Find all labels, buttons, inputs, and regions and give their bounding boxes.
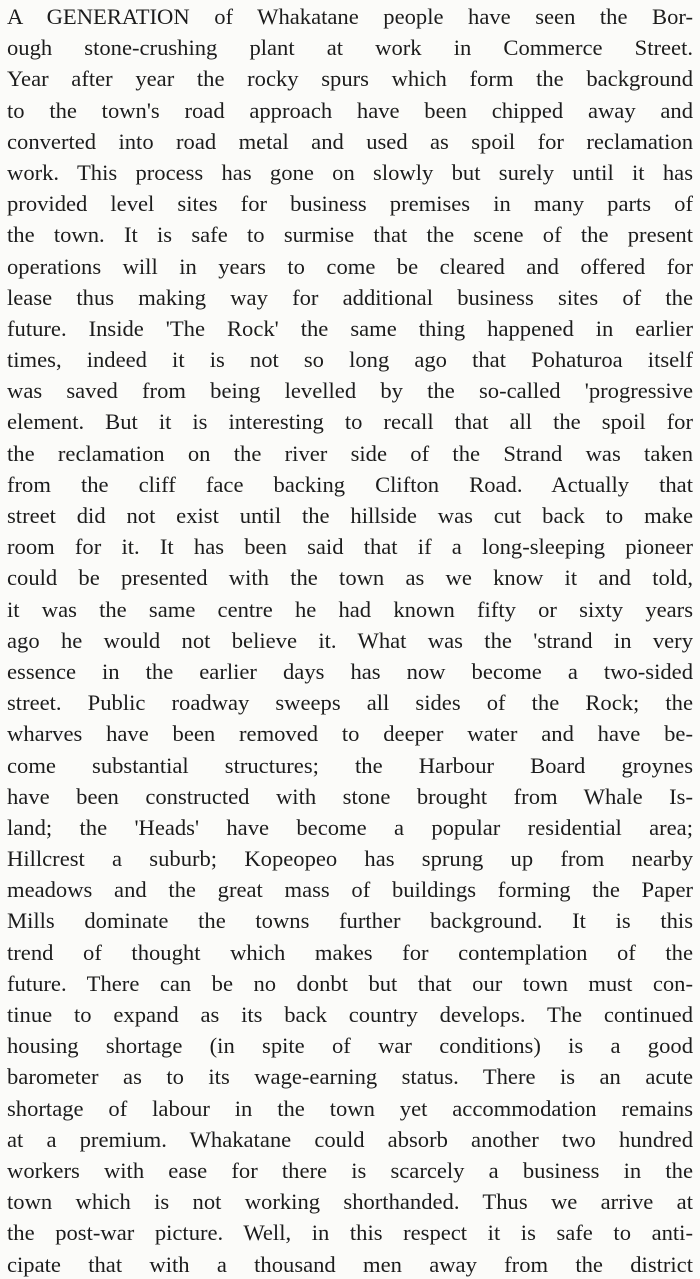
text-line: the reclamation on the river side of the Strand was taken (7, 440, 693, 466)
text-line: street. Public roadway sweeps all sides of the Rock; the (7, 690, 693, 716)
text-line: shortage of labour in the town yet accommodation remains (7, 1095, 693, 1121)
text-line: from the cliff face backing Clifton Road. Actually that (7, 471, 693, 497)
text-line: operations will in years to come be cleared and offered for (7, 253, 693, 279)
text-line: room for it. It has been said that if a long-sleeping pioneer (7, 534, 693, 560)
article-text (7, 1, 693, 1279)
text-line: tinue to expand as its back country develops. The continued (7, 1002, 693, 1027)
text-line: converted into road metal and used as spoil for reclamation (7, 128, 693, 154)
text-line: times, indeed it is not so long ago that Pohaturoa itself (7, 347, 693, 373)
text-line: the town. It is safe to surmise that the scene of the present (7, 222, 693, 248)
text-line: was saved from being levelled by the so-called 'progressive (7, 378, 693, 404)
text-line: workers with ease for there is scarcely a business in the (7, 1157, 693, 1183)
text-line: Hillcrest a suburb; Kopeopeo has sprung up from nearby (7, 846, 693, 872)
text-line: lease thus making way for additional business sites of the (7, 284, 693, 310)
text-line: Mills dominate the towns further background. It is this (7, 908, 693, 934)
text-line: ough stone-crushing plant at work in Commerce Street. (7, 35, 693, 61)
text-line: wharves have been removed to deeper water and have be- (7, 721, 693, 747)
text-line: have been constructed with stone brought from Whale Is- (7, 783, 693, 809)
text-line: barometer as to its wage-earning status. There is an acute (7, 1064, 693, 1090)
text-line: Year after year the rocky spurs which form the background (7, 66, 693, 92)
text-line: work. This process has gone on slowly but surely until it has (7, 159, 693, 185)
text-line: at a premium. Whakatane could absorb another two hundred (7, 1126, 693, 1152)
text-line: provided level sites for business premises in many parts of (7, 191, 693, 217)
text-line: land; the 'Heads' have become a popular residential area; (7, 814, 693, 840)
text-line: come substantial structures; the Harbour Board groynes (7, 752, 693, 778)
text-line: ago he would not believe it. What was the 'strand in very (7, 627, 693, 653)
text-line: future. There can be no donbt but that our town must con- (7, 970, 693, 996)
text-line: cipate that with a thousand men away from the district (7, 1251, 693, 1277)
text-line: town which is not working shorthanded. Thus we arrive at (7, 1189, 693, 1215)
text-line: it was the same centre he had known fifty or sixty years (7, 596, 693, 622)
text-line: trend of thought which makes for contemplation of the (7, 939, 693, 965)
text-line: housing shortage (in spite of war conditions) is a good (7, 1033, 693, 1059)
text-line: street did not exist until the hillside was cut back to make (7, 503, 693, 528)
text-line: element. But it is interesting to recall that all the spoil for (7, 409, 693, 435)
text-line: essence in the earlier days has now become a two-sided (7, 658, 693, 684)
text-line: to the town's road approach have been chipped away and (7, 97, 693, 123)
text-line: A GENERATION of Whakatane people have seen the Bor- (7, 4, 693, 29)
text-line: could be presented with the town as we know it and told, (7, 565, 693, 591)
text-line: future. Inside 'The Rock' the same thing happened in earlier (7, 315, 693, 341)
text-line: meadows and the great mass of buildings forming the Paper (7, 877, 693, 903)
text-line: the post-war picture. Well, in this respect it is safe to anti- (7, 1220, 693, 1246)
